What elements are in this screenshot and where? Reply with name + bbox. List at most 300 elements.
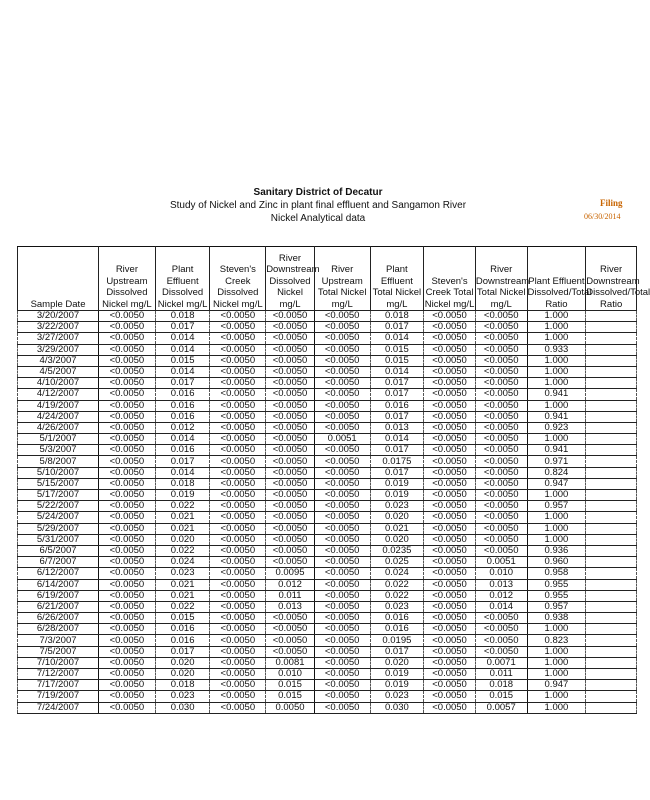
- value-cell: 0.017: [370, 646, 424, 657]
- value-cell: 0.0235: [370, 545, 424, 556]
- value-cell: <0.0050: [99, 445, 156, 456]
- value-cell: 0.011: [266, 590, 315, 601]
- value-cell: [586, 557, 637, 568]
- value-cell: 1.000: [527, 624, 586, 635]
- value-cell: <0.0050: [475, 512, 527, 523]
- value-cell: 0.017: [155, 456, 210, 467]
- value-cell: 0.015: [266, 691, 315, 702]
- value-cell: <0.0050: [210, 355, 266, 366]
- value-cell: <0.0050: [210, 490, 266, 501]
- sample-date-cell: 6/26/2007: [18, 613, 99, 624]
- sample-date-cell: 6/12/2007: [18, 568, 99, 579]
- value-cell: [586, 445, 637, 456]
- table-row: [18, 422, 637, 433]
- sample-date-cell: 7/12/2007: [18, 669, 99, 680]
- value-cell: 0.014: [155, 434, 210, 445]
- value-cell: <0.0050: [99, 568, 156, 579]
- value-cell: <0.0050: [210, 579, 266, 590]
- value-cell: <0.0050: [314, 557, 370, 568]
- value-cell: <0.0050: [314, 366, 370, 377]
- value-cell: 0.022: [155, 545, 210, 556]
- value-cell: 0.018: [475, 680, 527, 691]
- value-cell: <0.0050: [314, 490, 370, 501]
- value-cell: <0.0050: [424, 322, 476, 333]
- value-cell: 0.015: [370, 355, 424, 366]
- sample-date-cell: 7/19/2007: [18, 691, 99, 702]
- table-row: [18, 680, 637, 691]
- value-cell: <0.0050: [475, 322, 527, 333]
- value-cell: <0.0050: [314, 590, 370, 601]
- value-cell: 0.019: [370, 478, 424, 489]
- value-cell: 0.015: [155, 613, 210, 624]
- value-cell: <0.0050: [475, 389, 527, 400]
- value-cell: <0.0050: [424, 456, 476, 467]
- value-cell: 0.016: [370, 613, 424, 624]
- value-cell: 0.014: [370, 434, 424, 445]
- value-cell: <0.0050: [424, 624, 476, 635]
- value-cell: <0.0050: [99, 557, 156, 568]
- value-cell: 0.023: [370, 501, 424, 512]
- value-cell: <0.0050: [424, 557, 476, 568]
- value-cell: <0.0050: [210, 557, 266, 568]
- value-cell: 0.021: [155, 579, 210, 590]
- value-cell: <0.0050: [99, 691, 156, 702]
- value-cell: <0.0050: [99, 702, 156, 713]
- value-cell: <0.0050: [475, 344, 527, 355]
- value-cell: [586, 691, 637, 702]
- value-cell: 1.000: [527, 333, 586, 344]
- value-cell: 0.010: [475, 568, 527, 579]
- value-cell: 0.017: [155, 322, 210, 333]
- value-cell: <0.0050: [99, 422, 156, 433]
- value-cell: <0.0050: [266, 355, 315, 366]
- value-cell: 0.021: [370, 523, 424, 534]
- value-cell: <0.0050: [210, 657, 266, 668]
- value-cell: <0.0050: [210, 478, 266, 489]
- value-cell: 1.000: [527, 702, 586, 713]
- table-row: [18, 523, 637, 534]
- value-cell: <0.0050: [210, 333, 266, 344]
- sample-date-cell: 4/10/2007: [18, 378, 99, 389]
- table-row: [18, 624, 637, 635]
- value-cell: <0.0050: [99, 378, 156, 389]
- value-cell: 0.017: [370, 378, 424, 389]
- value-cell: <0.0050: [424, 311, 476, 322]
- value-cell: 0.013: [370, 422, 424, 433]
- value-cell: <0.0050: [99, 534, 156, 545]
- value-cell: <0.0050: [475, 545, 527, 556]
- value-cell: 0.955: [527, 590, 586, 601]
- value-cell: 0.020: [155, 669, 210, 680]
- table-row: [18, 568, 637, 579]
- value-cell: <0.0050: [424, 512, 476, 523]
- value-cell: <0.0050: [424, 590, 476, 601]
- column-header: Plant Effluent Dissolved Nickel mg/L: [155, 247, 210, 311]
- value-cell: 0.941: [527, 389, 586, 400]
- value-cell: <0.0050: [266, 322, 315, 333]
- value-cell: <0.0050: [210, 456, 266, 467]
- value-cell: [586, 478, 637, 489]
- value-cell: 0.019: [370, 669, 424, 680]
- sample-date-cell: 4/12/2007: [18, 389, 99, 400]
- value-cell: 1.000: [527, 355, 586, 366]
- value-cell: <0.0050: [475, 445, 527, 456]
- sample-date-cell: 6/5/2007: [18, 545, 99, 556]
- value-cell: 1.000: [527, 512, 586, 523]
- value-cell: <0.0050: [210, 702, 266, 713]
- table-row: [18, 490, 637, 501]
- value-cell: <0.0050: [266, 333, 315, 344]
- value-cell: <0.0050: [266, 389, 315, 400]
- value-cell: 0.024: [370, 568, 424, 579]
- value-cell: <0.0050: [424, 333, 476, 344]
- value-cell: <0.0050: [266, 445, 315, 456]
- sample-date-cell: 7/17/2007: [18, 680, 99, 691]
- value-cell: 0.018: [155, 478, 210, 489]
- value-cell: <0.0050: [475, 366, 527, 377]
- value-cell: 0.023: [155, 691, 210, 702]
- sample-date-cell: 5/10/2007: [18, 467, 99, 478]
- value-cell: [586, 333, 637, 344]
- value-cell: <0.0050: [314, 702, 370, 713]
- value-cell: 0.947: [527, 680, 586, 691]
- value-cell: <0.0050: [424, 422, 476, 433]
- value-cell: <0.0050: [210, 624, 266, 635]
- value-cell: <0.0050: [475, 613, 527, 624]
- value-cell: 0.016: [370, 400, 424, 411]
- value-cell: 0.014: [155, 333, 210, 344]
- value-cell: 0.012: [475, 590, 527, 601]
- table-row: [18, 501, 637, 512]
- value-cell: [586, 378, 637, 389]
- value-cell: <0.0050: [266, 501, 315, 512]
- value-cell: 0.957: [527, 601, 586, 612]
- value-cell: <0.0050: [210, 534, 266, 545]
- value-cell: 1.000: [527, 400, 586, 411]
- value-cell: 0.023: [370, 601, 424, 612]
- value-cell: 0.022: [155, 501, 210, 512]
- value-cell: <0.0050: [266, 467, 315, 478]
- value-cell: <0.0050: [475, 456, 527, 467]
- value-cell: 0.017: [155, 646, 210, 657]
- value-cell: 0.012: [266, 579, 315, 590]
- column-header: Steven's Creek Dissolved Nickel mg/L: [210, 247, 266, 311]
- value-cell: <0.0050: [424, 445, 476, 456]
- value-cell: <0.0050: [314, 445, 370, 456]
- value-cell: [586, 501, 637, 512]
- value-cell: 1.000: [527, 366, 586, 377]
- value-cell: [586, 579, 637, 590]
- value-cell: <0.0050: [424, 545, 476, 556]
- value-cell: 0.017: [370, 445, 424, 456]
- value-cell: 0.0071: [475, 657, 527, 668]
- column-header: Plant Effluent Dissolved/Total Ratio: [527, 247, 586, 311]
- value-cell: <0.0050: [424, 478, 476, 489]
- table-row: [18, 467, 637, 478]
- sample-date-cell: 6/21/2007: [18, 601, 99, 612]
- value-cell: [586, 657, 637, 668]
- value-cell: <0.0050: [475, 333, 527, 344]
- value-cell: <0.0050: [210, 400, 266, 411]
- value-cell: <0.0050: [424, 646, 476, 657]
- value-cell: 0.014: [370, 333, 424, 344]
- value-cell: <0.0050: [475, 624, 527, 635]
- value-cell: 1.000: [527, 490, 586, 501]
- value-cell: <0.0050: [210, 322, 266, 333]
- value-cell: <0.0050: [424, 366, 476, 377]
- value-cell: 0.938: [527, 613, 586, 624]
- value-cell: <0.0050: [99, 501, 156, 512]
- value-cell: <0.0050: [210, 378, 266, 389]
- document-subtitle: Study of Nickel and Zinc in plant final effluent and Sangamon River: [169, 200, 467, 211]
- column-header: River Downstream Total Nickel mg/L: [475, 247, 527, 311]
- value-cell: <0.0050: [99, 579, 156, 590]
- table-row: [18, 400, 637, 411]
- table-row: [18, 333, 637, 344]
- table-body: [18, 311, 637, 714]
- value-cell: <0.0050: [210, 434, 266, 445]
- value-cell: <0.0050: [424, 400, 476, 411]
- column-header: River Upstream Total Nickel mg/L: [314, 247, 370, 311]
- value-cell: 0.824: [527, 467, 586, 478]
- value-cell: <0.0050: [266, 378, 315, 389]
- value-cell: <0.0050: [314, 378, 370, 389]
- value-cell: <0.0050: [99, 467, 156, 478]
- value-cell: <0.0050: [314, 422, 370, 433]
- value-cell: 0.958: [527, 568, 586, 579]
- document-subtitle-2: Nickel Analytical data: [270, 213, 366, 224]
- table-row: [18, 691, 637, 702]
- value-cell: 1.000: [527, 311, 586, 322]
- value-cell: 0.016: [155, 624, 210, 635]
- value-cell: <0.0050: [266, 422, 315, 433]
- value-cell: <0.0050: [314, 501, 370, 512]
- value-cell: <0.0050: [314, 400, 370, 411]
- value-cell: 0.017: [370, 467, 424, 478]
- value-cell: <0.0050: [210, 568, 266, 579]
- value-cell: <0.0050: [99, 344, 156, 355]
- value-cell: <0.0050: [99, 624, 156, 635]
- table-row: [18, 411, 637, 422]
- sample-date-cell: 3/27/2007: [18, 333, 99, 344]
- value-cell: 0.020: [370, 534, 424, 545]
- value-cell: 0.971: [527, 456, 586, 467]
- table-row: [18, 311, 637, 322]
- sample-date-cell: 4/26/2007: [18, 422, 99, 433]
- table-row: [18, 646, 637, 657]
- value-cell: <0.0050: [475, 478, 527, 489]
- value-cell: <0.0050: [424, 613, 476, 624]
- table-row: [18, 557, 637, 568]
- value-cell: [586, 590, 637, 601]
- value-cell: <0.0050: [210, 311, 266, 322]
- value-cell: 0.947: [527, 478, 586, 489]
- value-cell: 0.016: [155, 400, 210, 411]
- value-cell: <0.0050: [314, 467, 370, 478]
- table-row: [18, 322, 637, 333]
- value-cell: <0.0050: [99, 646, 156, 657]
- value-cell: [586, 366, 637, 377]
- value-cell: 0.019: [370, 680, 424, 691]
- value-cell: <0.0050: [314, 624, 370, 635]
- table-row: [18, 445, 637, 456]
- value-cell: <0.0050: [266, 523, 315, 534]
- value-cell: <0.0050: [475, 501, 527, 512]
- value-cell: 0.0195: [370, 635, 424, 646]
- sample-date-cell: 3/22/2007: [18, 322, 99, 333]
- value-cell: <0.0050: [424, 434, 476, 445]
- value-cell: <0.0050: [475, 422, 527, 433]
- value-cell: <0.0050: [314, 646, 370, 657]
- value-cell: <0.0050: [424, 579, 476, 590]
- value-cell: <0.0050: [266, 545, 315, 556]
- sample-date-cell: 7/24/2007: [18, 702, 99, 713]
- value-cell: 0.020: [155, 534, 210, 545]
- value-cell: 1.000: [527, 534, 586, 545]
- value-cell: <0.0050: [99, 311, 156, 322]
- value-cell: <0.0050: [99, 669, 156, 680]
- value-cell: <0.0050: [210, 411, 266, 422]
- value-cell: 0.022: [370, 579, 424, 590]
- value-cell: <0.0050: [314, 613, 370, 624]
- value-cell: 0.019: [370, 490, 424, 501]
- table-row: [18, 613, 637, 624]
- value-cell: 0.010: [266, 669, 315, 680]
- value-cell: <0.0050: [99, 478, 156, 489]
- sample-date-cell: 5/8/2007: [18, 456, 99, 467]
- value-cell: [586, 613, 637, 624]
- value-cell: <0.0050: [266, 311, 315, 322]
- value-cell: <0.0050: [314, 411, 370, 422]
- value-cell: <0.0050: [424, 389, 476, 400]
- value-cell: [586, 669, 637, 680]
- value-cell: <0.0050: [99, 400, 156, 411]
- value-cell: <0.0050: [266, 366, 315, 377]
- value-cell: 0.016: [155, 445, 210, 456]
- value-cell: <0.0050: [314, 456, 370, 467]
- value-cell: [586, 601, 637, 612]
- value-cell: 0.021: [155, 523, 210, 534]
- table-row: [18, 657, 637, 668]
- table-row: [18, 635, 637, 646]
- value-cell: 0.016: [155, 411, 210, 422]
- filing-stamp-label: Filing: [600, 198, 623, 208]
- value-cell: 0.020: [370, 657, 424, 668]
- value-cell: <0.0050: [424, 467, 476, 478]
- value-cell: <0.0050: [266, 478, 315, 489]
- value-cell: <0.0050: [424, 657, 476, 668]
- value-cell: 0.015: [370, 344, 424, 355]
- value-cell: 0.823: [527, 635, 586, 646]
- value-cell: [586, 434, 637, 445]
- value-cell: 0.018: [370, 311, 424, 322]
- value-cell: <0.0050: [266, 646, 315, 657]
- table-row: [18, 434, 637, 445]
- value-cell: 0.955: [527, 579, 586, 590]
- value-cell: <0.0050: [266, 400, 315, 411]
- value-cell: <0.0050: [210, 669, 266, 680]
- value-cell: <0.0050: [475, 400, 527, 411]
- value-cell: [586, 635, 637, 646]
- value-cell: <0.0050: [99, 512, 156, 523]
- document-title: Sanitary District of Decatur: [253, 187, 383, 198]
- value-cell: 0.013: [475, 579, 527, 590]
- value-cell: 0.030: [370, 702, 424, 713]
- value-cell: <0.0050: [266, 490, 315, 501]
- value-cell: 0.933: [527, 344, 586, 355]
- value-cell: <0.0050: [475, 490, 527, 501]
- sample-date-cell: 5/31/2007: [18, 534, 99, 545]
- value-cell: <0.0050: [475, 534, 527, 545]
- value-cell: <0.0050: [424, 490, 476, 501]
- sample-date-cell: 7/5/2007: [18, 646, 99, 657]
- value-cell: <0.0050: [210, 344, 266, 355]
- sample-date-cell: 5/24/2007: [18, 512, 99, 523]
- value-cell: [586, 680, 637, 691]
- value-cell: <0.0050: [314, 669, 370, 680]
- value-cell: <0.0050: [210, 601, 266, 612]
- value-cell: <0.0050: [424, 702, 476, 713]
- table-row: [18, 344, 637, 355]
- value-cell: [586, 490, 637, 501]
- value-cell: 1.000: [527, 378, 586, 389]
- table-row: [18, 534, 637, 545]
- value-cell: 1.000: [527, 523, 586, 534]
- value-cell: <0.0050: [210, 445, 266, 456]
- value-cell: <0.0050: [210, 389, 266, 400]
- value-cell: <0.0050: [99, 434, 156, 445]
- value-cell: <0.0050: [266, 534, 315, 545]
- value-cell: 0.023: [370, 691, 424, 702]
- value-cell: <0.0050: [314, 344, 370, 355]
- value-cell: <0.0050: [266, 344, 315, 355]
- value-cell: <0.0050: [314, 601, 370, 612]
- value-cell: 0.024: [155, 557, 210, 568]
- value-cell: [586, 344, 637, 355]
- table-row: [18, 478, 637, 489]
- value-cell: 0.013: [266, 601, 315, 612]
- value-cell: <0.0050: [99, 366, 156, 377]
- filing-stamp-date: 06/30/2014: [584, 212, 621, 221]
- value-cell: <0.0050: [314, 545, 370, 556]
- value-cell: <0.0050: [314, 311, 370, 322]
- column-header: Plant Effluent Total Nickel mg/L: [370, 247, 424, 311]
- value-cell: 0.015: [475, 691, 527, 702]
- value-cell: <0.0050: [99, 322, 156, 333]
- value-cell: 0.0081: [266, 657, 315, 668]
- value-cell: <0.0050: [266, 434, 315, 445]
- value-cell: [586, 355, 637, 366]
- sample-date-cell: 6/28/2007: [18, 624, 99, 635]
- value-cell: 0.030: [155, 702, 210, 713]
- value-cell: <0.0050: [424, 691, 476, 702]
- value-cell: <0.0050: [210, 691, 266, 702]
- value-cell: <0.0050: [99, 333, 156, 344]
- sample-date-cell: 6/7/2007: [18, 557, 99, 568]
- value-cell: <0.0050: [210, 613, 266, 624]
- value-cell: <0.0050: [475, 467, 527, 478]
- value-cell: 0.014: [155, 366, 210, 377]
- value-cell: 0.960: [527, 557, 586, 568]
- value-cell: 0.923: [527, 422, 586, 433]
- value-cell: <0.0050: [314, 478, 370, 489]
- value-cell: <0.0050: [475, 311, 527, 322]
- value-cell: [586, 512, 637, 523]
- value-cell: <0.0050: [266, 613, 315, 624]
- value-cell: <0.0050: [424, 680, 476, 691]
- nickel-data-table: [17, 246, 650, 714]
- value-cell: 0.020: [370, 512, 424, 523]
